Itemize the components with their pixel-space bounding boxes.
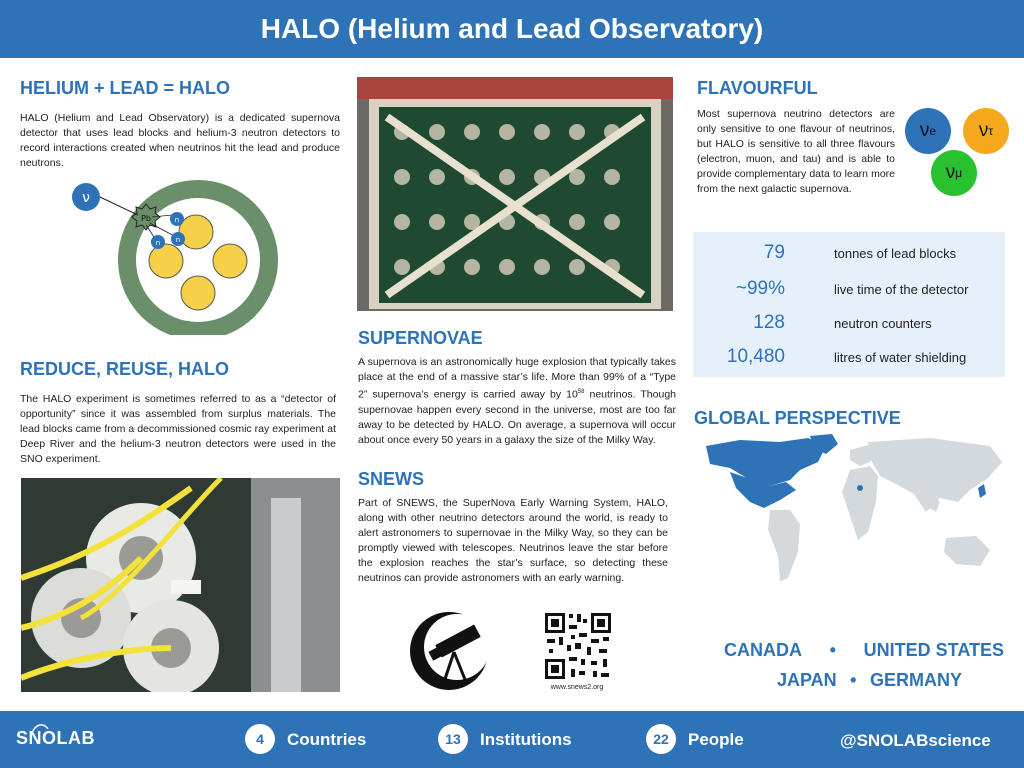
halo-detector-photo [357,77,673,311]
countries-label: Countries [287,730,367,749]
svg-text:n: n [155,239,161,247]
supernovae-text: A supernova is an astronomically huge explosion that typically takes place at the end of a massive star’s life. More than 99% of a “Type 2” supernova’s energy is carried away by $10^{58}$ neutrinos. Though supernovae happen every second in the universe, most are too far away to be detected by HALO. On average, a supernova will occur about once every 50 years in a galaxy the size of the Milky Way. [358,356,677,446]
stat-label: live time of the detector [834,281,969,297]
pb-label: Pb [141,214,151,223]
countries-count-badge: 4 [245,724,275,754]
countries-row-1 [724,640,1004,661]
tau-neutrino-icon: ν τ [963,108,1009,154]
stat-value: 128 [753,312,785,333]
svg-text:n: n [174,216,180,224]
institutions-count-badge: 13 [438,724,468,754]
header-bar [0,0,1024,58]
stats-box [693,232,1005,377]
counter-bottom [181,276,215,310]
qr-code[interactable] [543,611,613,681]
detector-diagram [70,175,290,335]
stat-value: 79 [763,242,785,263]
people-count-badge: 22 [646,724,676,754]
people-label: People [688,730,744,749]
country-separator: • [850,670,857,690]
snolab-logo: SNOLAB [16,728,95,748]
global-heading: GLOBAL PERSPECTIVE [694,408,901,428]
helium-lead-heading: HELIUM + LEAD = HALO [20,78,231,98]
counter-top [179,215,213,249]
supernovae-heading: SUPERNOVAE [358,328,483,348]
counter-right [213,244,247,278]
snews-telescope-logo [408,610,490,692]
institutions-label: Institutions [480,730,572,749]
neutrino-path [100,197,138,215]
country-germany: GERMANY [869,670,962,690]
snolab-logo-arc-icon [30,721,50,735]
svg-text:n: n [175,236,181,244]
social-handle[interactable]: @SNOLABscience [840,731,991,750]
country-canada: CANADA [724,640,802,660]
stat-label: neutron counters [834,315,932,331]
detector-cables-photo [21,478,340,692]
countries-row-2 [777,670,962,691]
country-united-states: UNITED STATES [863,640,1004,660]
snews-heading: SNEWS [358,469,425,489]
stat-label: tonnes of lead blocks [834,245,957,261]
snews-text: Part of SNEWS, the SuperNova Early Warning System, HALO, along with other neutrino detectors around the world, is ready to alert astronomers to supernovae in the Milky Way, so they can be promptly viewed with telescopes. Neutrinos leave the star before the explosion reaches the star’s surface, so detecting these neutrinos can provide astronomers with an early warning. [358,497,668,584]
footer-bar [0,711,1024,768]
stat-row [693,308,1005,338]
qr-caption[interactable]: www.snews2.org [550,684,604,691]
country-separator: • [829,640,836,660]
helium-lead-text: HALO (Helium and Lead Observatory) is a dedicated supernova detector that uses lead blocks and helium-3 neutron detectors to record interactions created when neutrinos hit the lead and produce neutrons. [20,112,340,169]
stat-row [693,238,1005,268]
counter-left [149,244,183,278]
country-japan: JAPAN [777,670,837,690]
electron-neutrino-icon: ν e [905,108,951,154]
flavourful-heading: FLAVOURFUL [697,78,818,98]
stat-value: 10,480 [726,346,785,367]
stat-row [693,274,1005,304]
stat-row [693,342,1005,372]
stat-label: litres of water shielding [834,349,967,365]
world-map [700,432,1006,592]
neutrino-label: ν [82,190,90,206]
reduce-text: The HALO experiment is sometimes referred to as a “detector of opportunity” since it was assembled from surplus materials. The lead blocks came from a decommissioned cosmic ray experiment at Deep River and the helium-3 neutron detectors were used in the SNO experiment. [20,393,336,465]
reduce-heading: REDUCE, REUSE, HALO [20,359,230,379]
page-title: HALO (Helium and Lead Observatory) [260,13,764,44]
stat-value: ~99% [735,278,785,299]
muon-neutrino-icon: ν μ [931,150,977,196]
flavourful-text: Most supernova neutrino detectors are only sensitive to one flavour of neutrinos, but HALO is sensitive to all three flavours (electron, muon, and tau) and is able to provide complementary data to learn more from the next galactic supernova. [697,108,895,195]
